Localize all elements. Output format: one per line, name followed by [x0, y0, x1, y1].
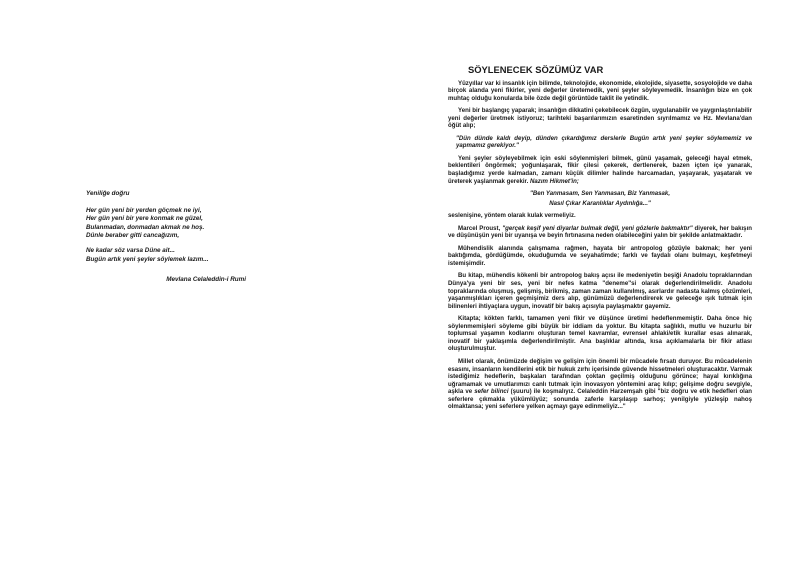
- paragraph: Mühendislik alanında çalışmama rağmen, hayata bir antropolog gözüyle bakmak; her yeni baktığımda, gördüğümde, okuduğumda ve seyahatimde; farklı ve faydalı olanı bulmayı, keşfetmeyi istemişimdir.: [448, 244, 752, 267]
- quote: "Dün dünde kaldı deyip, dünden çıkardığımız derslerle Bugün artık yeni şeyler söylememiz ve yapmamız gerekiyor.": [456, 134, 752, 150]
- poem-stanza-2: [86, 247, 246, 264]
- poem-line: Ne kadar söz varsa Düne ait...: [86, 246, 175, 254]
- paragraph-text: si olarak değerlendirilmelidir. Anadolu topraklarında oluşmuş, gelişmiş, birikmiş, zaman zaman kullanılmış, asırlardır nadasta kalmış çözümleri, yaşanmışlıkları içeren geçmişimiz ders alıp, günümüzü değerlendirerek ve geleceğe ışık tutmak için bilinenleri ihtiyaçlara uygun, inovatif bir bakış açısıyla paylaşmaktır gayemiz.: [448, 280, 753, 310]
- paragraph-text: diyerek, her bakışın ve düşünüşün yeni bir uyanışa ve beyin fırtınasına neden olabileceğini yalın bir şekilde anlatmaktadır.: [448, 224, 752, 240]
- left-page: [86, 190, 246, 285]
- paragraph: [448, 155, 752, 185]
- paragraph-emphasis: "gerçek keşif yeni diyarlar bulmak değil, yeni gözlerle bakmaktır": [502, 224, 693, 232]
- paragraph-text: (şuuru) ile koşmalıyız. Celaleddin Harzemşah gibi "biz doğru ve etik hedefleri olan seferlere çıkmakla yükümlüyüz; sonunda zaferle karşılaşıp sarhoş; yenilgiyle yüzleşip nahoş olmaktansa; yeni seferlere yelken açmayı gaye edinmeliyiz...": [448, 388, 752, 411]
- paragraph-text: Millet olarak, önümüzde değişim ve gelişim için önemli bir mücadele fırsatı duruyor. Bu mücadelenin esasını, insanların kendilerini etik bir hukuk zırhı içerisinde güvende hissetmeleri oluşturacaktır. Varmak istediğimiz hedeflerin, başkaları tarafından çoktan geçilmiş olduğunu görünce; hayal kırıklığına uğramamak ve umutlarımızı canlı tutmak için inovasyon yöntemini araç kılıp; gelişime doğru sevgiyle, aşkla ve: [448, 357, 752, 396]
- page-title: SÖYLENECEK SÖZÜMÜZ VAR: [468, 64, 604, 75]
- poem-heading: Yeniliğe doğru: [86, 190, 130, 197]
- poem-stanza-1: [86, 207, 246, 241]
- paragraph-text: Yeni şeyler söyleyebilmek için eski söylenmişleri bilmek, günü yaşamak, geleceği hayal etmek, beklentileri öngörmek; yoğunlaşarak, fikir çilesi çekerek, dertlenerek, bazen içten içe yanarak, başladığımız yerde kalmadan, zamanı küçük dilimler halinde harcamadan, yaşayarak, yaşatarak ve üreterek yaşlanmak gerekir.: [448, 154, 752, 185]
- paragraph-text: Marcel Proust,: [458, 224, 503, 232]
- paragraph: Kitapta; kökten farklı, tamamen yeni fikir ve düşünce üretimi hedeflenmemiştir. Daha önce hiç söylenmemişleri söyleme gibi büyük bir iddiam da yoktur. Bu kitapta sağlıklı, mutlu ve huzurlu bir toplumsal yaşamın kodlarını oluşturan temel kavramlar, evrensel ahlaki/etik kurallar esas alınarak, inovatif bir yaklaşımla değerlendirilmiştir. Ana başlıklar altında, kısa açıklamalarla bir fikir atlası oluşturulmuştur.: [448, 315, 752, 353]
- paragraph: [448, 272, 752, 310]
- poem-line: Bugün artık yeni şeyler söylemek lazım...: [86, 255, 209, 263]
- right-page: [448, 66, 752, 416]
- paragraph: [448, 358, 752, 411]
- poem-line: Dünle beraber gitti cancağızım,: [86, 232, 180, 240]
- poem-line: Her gün yeni bir yerden göçmek ne iyi,: [86, 206, 202, 214]
- verse-line: Nasıl Çıkar Karanlıklar Aydınlığa...": [549, 199, 651, 207]
- verse-line: "Ben Yanmasam, Sen Yanmasan, Biz Yanmasak,: [529, 190, 671, 198]
- poem-line: Her gün yeni bir yere konmak ne güzel,: [86, 215, 203, 223]
- poem-line: Bulanmadan, donmadan akmak ne hoş.: [86, 223, 205, 231]
- paragraph-emphasis: sefer bilinci: [474, 388, 509, 396]
- paragraph-text: Bu kitap, mühendis kökenli bir antropolog bakış açısı ile medeniyetin beşiği Anadolu topraklarından Dünya'ya yeni bir ses, yeni bir nefes katma: [448, 272, 752, 288]
- paragraph-emphasis: "deneme": [602, 280, 632, 288]
- paragraph-emphasis: Nazım Hikmet'in;: [530, 177, 579, 185]
- paragraph: seslenişine, yöntem olarak kulak vermeliyiz.: [448, 212, 576, 220]
- paragraph: Yüzyıllar var ki insanlık için bilimde, teknolojide, ekonomide, ekolojide, siyasette, sosyolojide ve daha birçok alanda yeni fikirler, yeni değerler üretemedik, yeni şeyler söyleyemedik. İnsanlığın bize en çok muhtaç olduğu konularda bile özde değil görüntüde taklit ile yetindik.: [448, 79, 752, 102]
- paragraph: [448, 225, 752, 240]
- paragraph: Yeni bir başlangıç yaparak; insanlığın dikkatini çekebilecek özgün, uygulanabilir ve yaygınlaştırılabilir yeni değerler üretmek istiyoruz; tarihteki başarılarımızın esaretinden sıyrılmamız ve Hz. Mevlana'dan öğüt alıp;: [448, 107, 752, 130]
- poem-author: Mevlana Celaleddin-i Rumi: [166, 276, 246, 284]
